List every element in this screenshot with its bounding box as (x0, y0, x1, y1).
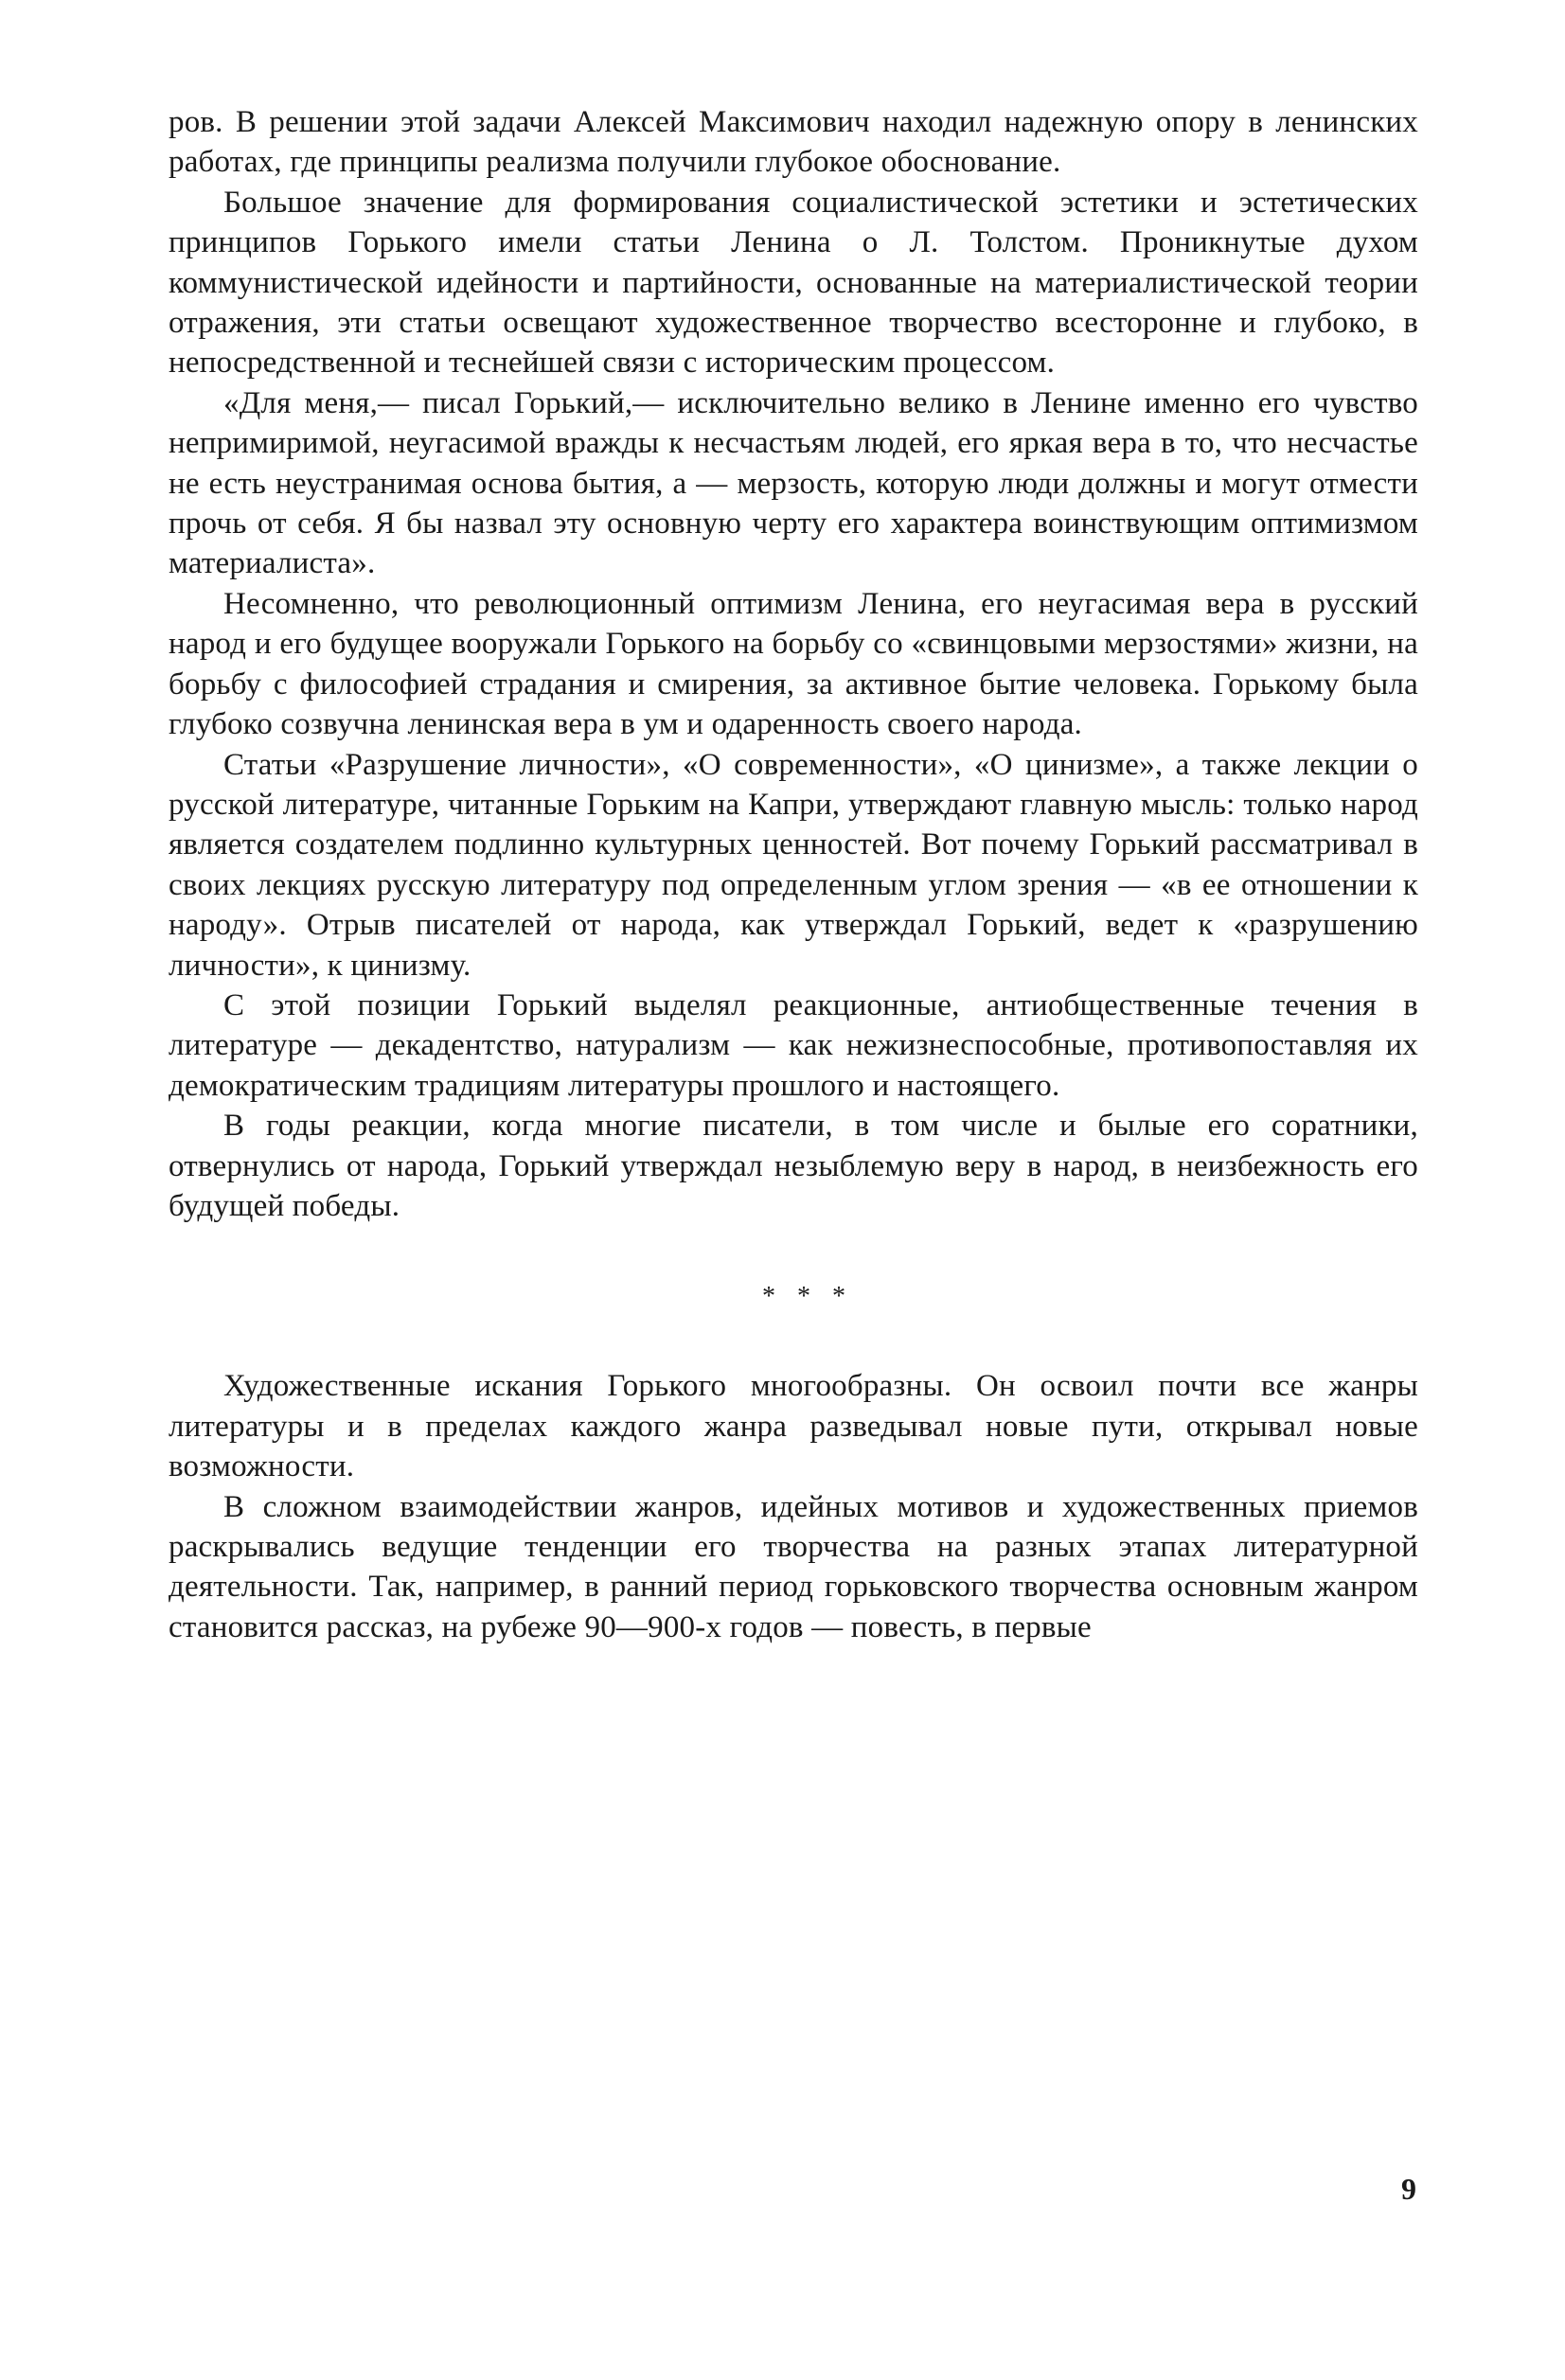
paragraph: В годы реакции, когда многие писатели, в том числе и былые его соратники, отвернулись от народа, Горький утверждал незыблемую веру в народ, в неизбежность его будущей победы. (169, 1109, 1418, 1223)
paragraph: Художественные искания Горького многообразны. Он освоил почти все жанры литературы и в пределах каждого жанра разведывал новые пути, открывал новые возможности. (169, 1369, 1418, 1484)
paragraph: ров. В решении этой задачи Алексей Максимович находил надежную опору в ленинских работах, где принципы реализма получили глубокое обоснование. (169, 105, 1418, 180)
paragraph: Несомненно, что революционный оптимизм Ленина, его неугасимая вера в русский народ и его будущее вооружали Горького на борьбу со «свинцовыми мерзостями» жизни, на борьбу с философией страдания и смирения, за активное бытие человека. Горькому была глубоко созвучна ленинская вера в ум и одаренность своего народа. (169, 586, 1418, 742)
paragraph: С этой позиции Горький выделял реакционные, антиобщественные течения в литературе — декадентство, натурализм — как нежизнеспособные, противопоставляя их демократическим традициям литературы прошлого и настоящего. (169, 987, 1418, 1103)
paragraph: «Для меня,— писал Горький,— исключительно велико в Ленине именно его чувство непримиримой, неугасимой вражды к несчастьям людей, его яркая вера в то, что несчастье не есть неустранимая основа бытия, а — мерзость, которую люди должны и могут отмести прочь от себя. Я бы назвал эту основную черту его характера воинствующим оптимизмом материалиста». (169, 385, 1418, 581)
paragraph: Статьи «Разрушение личности», «О современности», «О цинизме», а также лекции о русской литературе, читанные Горьким на Капри, утверждают главную мысль: только народ является создателем подлинно культурных ценностей. Вот почему Горький рассматривал в своих лекциях русскую литературу под определенным углом зрения — «в ее отношении к народу». Отрыв писателей от народа, как утверждал Горький, ведет к «разрушению личности», к цинизму. (169, 747, 1418, 983)
paragraph: В сложном взаимодействии жанров, идейных мотивов и художественных приемов раскрывались ведущие тенденции его творчества на разных этапах литературной деятельности. Так, например, в ранний период горьковского творчества основным жанром становится рассказ, на рубеже 90—900-х годов — повесть, в первые (169, 1489, 1418, 1644)
page-body (169, 102, 1418, 1647)
paragraph: Большое значение для формирования социалистической эстетики и эстетических принципов Горького имели статьи Ленина о Л. Толстом. Проникнутые духом коммунистической идейности и партийности, основанные на материалистической теории отражения, эти статьи освещают художественное творчество всесторонне и глубоко, в непосредственной и теснейшей связи с историческим процессом. (169, 185, 1418, 381)
section-separator: * * * (762, 1282, 853, 1312)
page-number: 9 (1401, 2172, 1416, 2206)
